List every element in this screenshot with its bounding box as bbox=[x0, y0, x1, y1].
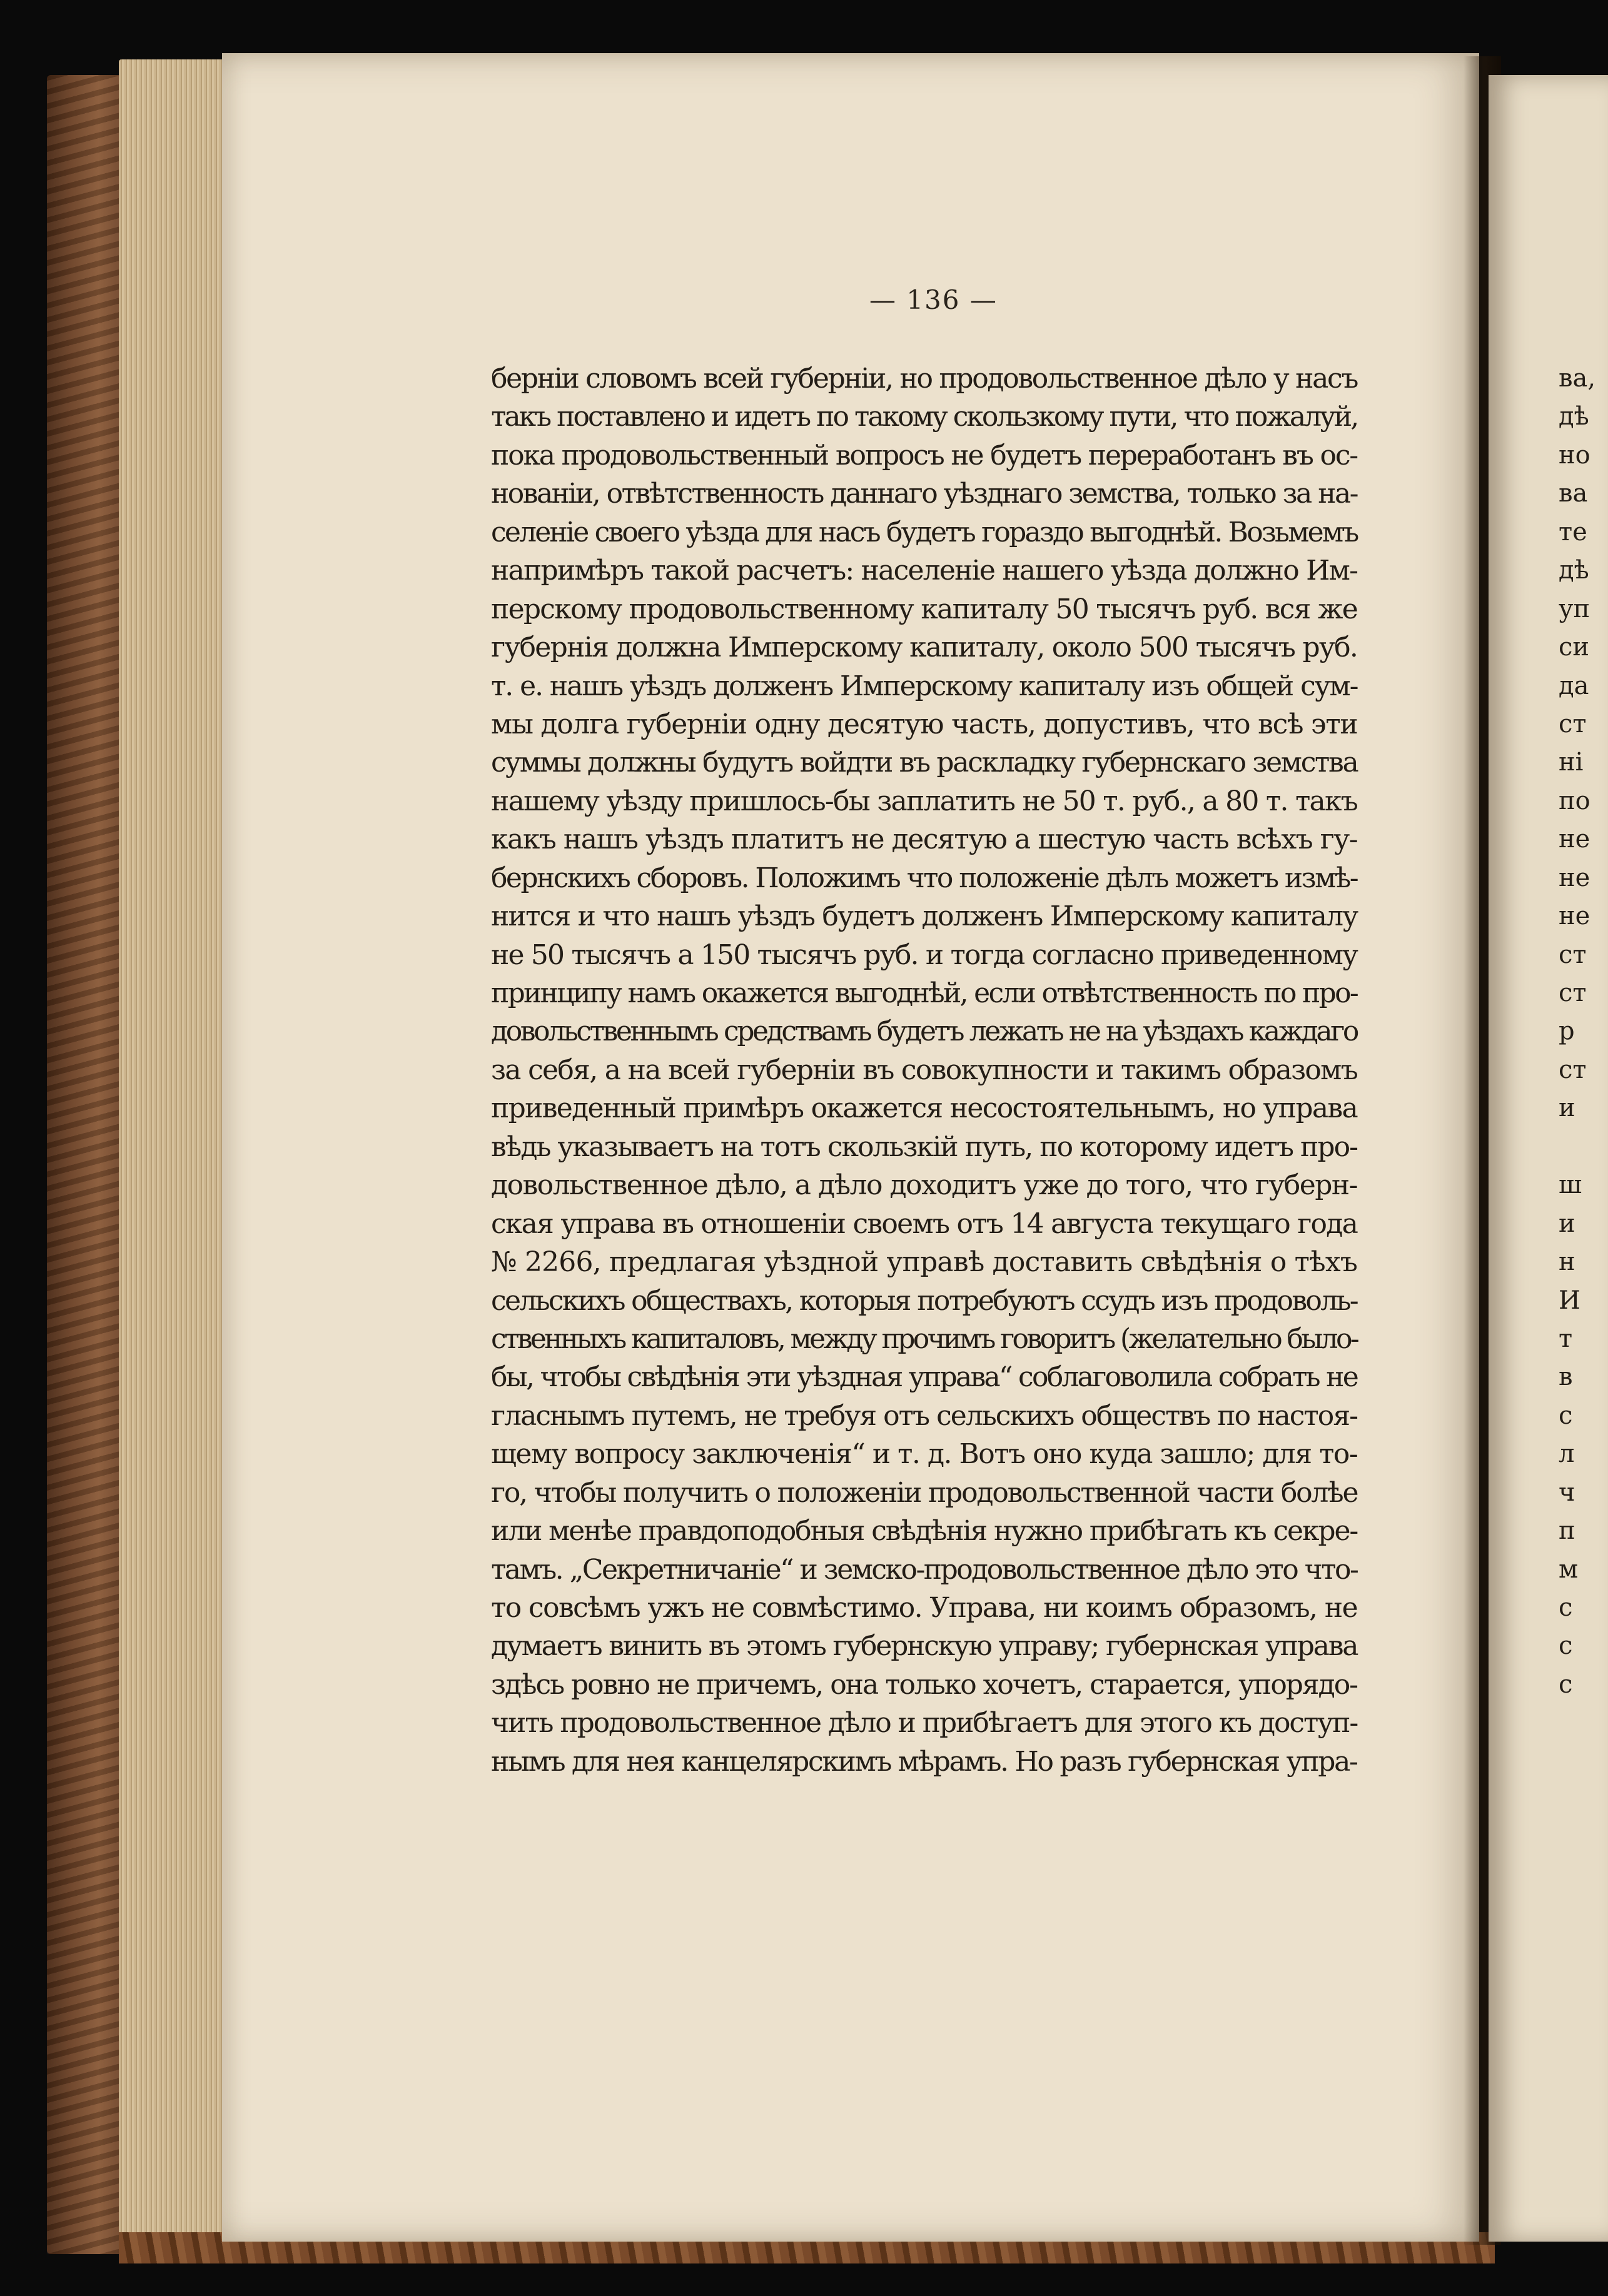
text-line: губернія должна Имперскому капиталу, около 500 тысячъ руб. bbox=[491, 632, 1358, 664]
text-line: селеніе своего уѣзда для насъ будетъ гораздо выгоднѣй. Возьмемъ bbox=[491, 516, 1358, 548]
facing-line-fragment: И bbox=[1559, 1286, 1580, 1315]
text-line: довольственнымъ средствамъ будетъ лежать не на уѣздахъ каждаго bbox=[491, 1015, 1357, 1048]
facing-line-fragment: н bbox=[1559, 1247, 1575, 1277]
text-line: довольственное дѣло, а дѣло доходитъ уже до того, что губерн- bbox=[491, 1169, 1357, 1202]
facing-line-fragment: ч bbox=[1559, 1478, 1575, 1507]
text-line: мы долга губерніи одну десятую часть, допустивъ, что всѣ эти bbox=[491, 708, 1358, 740]
text-line: здѣсь ровно не причемъ, она только хочетъ, старается, упорядо- bbox=[491, 1668, 1357, 1701]
page-number: — 136 — bbox=[869, 284, 998, 315]
facing-line-fragment: не bbox=[1559, 902, 1590, 931]
facing-line-fragment: ш bbox=[1559, 1171, 1582, 1200]
text-line: т. е. нашъ уѣздъ долженъ Имперскому капиталу изъ общей сум- bbox=[491, 670, 1358, 702]
text-line: берніи словомъ всей губерніи, но продовольственное дѣло у насъ bbox=[491, 363, 1357, 395]
text-line: нашему уѣзду пришлось-бы заплатить не 50 т. руб., а 80 т. такъ bbox=[491, 785, 1357, 817]
text-line: сельскихъ обществахъ, которыя потребуютъ ссудъ изъ продоволь- bbox=[491, 1284, 1357, 1317]
text-line: бернскихъ сборовъ. Положимъ что положеніе дѣлъ можетъ измѣ- bbox=[491, 862, 1357, 894]
facing-line-fragment: ст bbox=[1559, 979, 1587, 1007]
facing-line-fragment: уп bbox=[1559, 594, 1590, 623]
text-line: ственныхъ капиталовъ, между прочимъ говоритъ (желательно было- bbox=[491, 1322, 1358, 1355]
facing-line-fragment: но bbox=[1559, 440, 1590, 470]
facing-line-fragment: т bbox=[1559, 1324, 1573, 1353]
text-line: приведенный примѣръ окажется несостоятельнымъ, но управа bbox=[491, 1092, 1357, 1125]
text-line: пока продовольственный вопросъ не будетъ переработанъ въ ос- bbox=[491, 439, 1357, 471]
facing-line-fragment: п bbox=[1559, 1516, 1575, 1546]
facing-line-fragment bbox=[1559, 1128, 1608, 1166]
page-body-text bbox=[491, 360, 1357, 1781]
facing-line-fragment: дѣ bbox=[1559, 556, 1589, 585]
text-line: не 50 тысячъ а 150 тысячъ руб. и тогда согласно приведенному bbox=[491, 939, 1358, 971]
text-line: тамъ. „Секретничаніе“ и земско-продовольственное дѣло это что- bbox=[491, 1553, 1358, 1586]
facing-line-fragment: ва bbox=[1559, 479, 1588, 508]
facing-line-fragment: р bbox=[1559, 1017, 1575, 1046]
facing-line-fragment: да bbox=[1559, 671, 1589, 700]
text-line: такъ поставлено и идетъ по такому скользкому пути, что пожалуй, bbox=[491, 401, 1358, 433]
facing-line-fragment: по bbox=[1559, 786, 1590, 815]
text-line: № 2266, предлагая уѣздной управѣ доставить свѣдѣнія о тѣхъ bbox=[491, 1246, 1358, 1279]
text-line: бы, чтобы свѣдѣнія эти уѣздная управа“ соблаговолила собрать не bbox=[491, 1361, 1357, 1394]
facing-line-fragment: и bbox=[1559, 1094, 1575, 1123]
facing-line-fragment: ва, bbox=[1559, 364, 1596, 393]
facing-line-fragment: си bbox=[1559, 633, 1590, 662]
text-line: напримѣръ такой расчетъ: населеніе нашего уѣзда должно Им- bbox=[491, 555, 1358, 587]
text-line: щему вопросу заключенія“ и т. д. Вотъ оно куда зашло; для то- bbox=[491, 1438, 1358, 1471]
facing-line-fragment: ст bbox=[1559, 1055, 1587, 1084]
text-line: перскому продовольственному капиталу 50 тысячъ руб. вся же bbox=[491, 593, 1357, 625]
text-line: гласнымъ путемъ, не требуя отъ сельскихъ обществъ по настоя- bbox=[491, 1399, 1358, 1432]
text-line: го, чтобы получить о положеніи продовольственной части болѣе bbox=[491, 1476, 1358, 1509]
text-line: вѣдь указываетъ на тотъ скользкій путь, по которому идетъ про- bbox=[491, 1130, 1357, 1163]
facing-line-fragment: не bbox=[1559, 863, 1590, 892]
facing-line-fragment: с bbox=[1559, 1593, 1573, 1622]
text-line: нованіи, отвѣтственность даннаго уѣзднаго земства, только за на- bbox=[491, 478, 1357, 510]
facing-line-fragment: с bbox=[1559, 1401, 1573, 1430]
facing-line-fragment: те bbox=[1559, 517, 1587, 546]
facing-line-fragment: ст bbox=[1559, 709, 1587, 738]
text-line: думаетъ винить въ этомъ губернскую управу; губернская управа bbox=[491, 1630, 1358, 1663]
text-line: за себя, а на всей губерніи въ совокупности и такимъ образомъ bbox=[491, 1054, 1357, 1086]
page-stack-edges bbox=[119, 59, 238, 2235]
facing-line-fragment: л bbox=[1559, 1439, 1575, 1469]
facing-line-fragment: ні bbox=[1559, 748, 1584, 777]
text-line: суммы должны будутъ войдти въ раскладку губернскаго земства bbox=[491, 747, 1358, 779]
text-line: нымъ для нея канцелярскимъ мѣрамъ. Но разъ губернская упра- bbox=[491, 1745, 1357, 1778]
facing-line-fragment: не bbox=[1559, 825, 1590, 854]
facing-line-fragment: дѣ bbox=[1559, 402, 1589, 431]
text-line: то совсѣмъ ужъ не совмѣстимо. Управа, ни коимъ образомъ, не bbox=[491, 1592, 1357, 1624]
text-line: чить продовольственное дѣло и прибѣгаетъ для этого къ доступ- bbox=[491, 1707, 1358, 1740]
text-line: какъ нашъ уѣздъ платитъ не десятую а шестую часть всѣхъ гу- bbox=[491, 823, 1358, 856]
facing-line-fragment: и bbox=[1559, 1209, 1575, 1238]
facing-line-fragment: с bbox=[1559, 1631, 1573, 1661]
facing-line-fragment: с bbox=[1559, 1669, 1573, 1699]
text-line: ская управа въ отношеніи своемъ отъ 14 августа текущаго года bbox=[491, 1207, 1358, 1240]
facing-line-fragment: в bbox=[1559, 1362, 1573, 1392]
facing-page-text-fragments bbox=[1559, 360, 1608, 1704]
text-line: принципу намъ окажется выгоднѣй, если отвѣтственность по про- bbox=[491, 977, 1357, 1009]
text-line: или менѣе правдоподобныя свѣдѣнія нужно прибѣгать къ секре- bbox=[491, 1515, 1358, 1548]
facing-line-fragment: м bbox=[1559, 1554, 1579, 1584]
facing-line-fragment: ст bbox=[1559, 940, 1587, 969]
text-line: нится и что нашъ уѣздъ будетъ долженъ Имперскому капиталу bbox=[491, 900, 1358, 933]
